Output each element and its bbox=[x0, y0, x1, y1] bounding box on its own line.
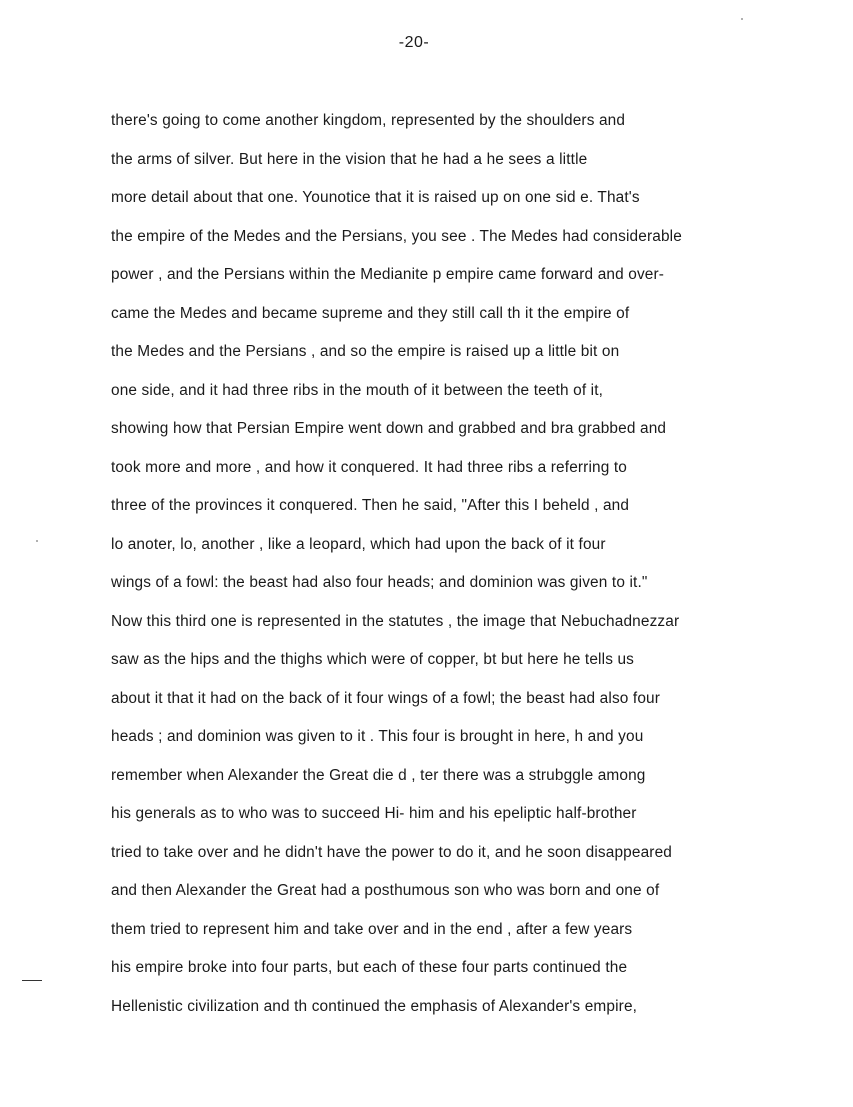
text-line: and then Alexander the Great had a posthumous son who was born and one of bbox=[111, 882, 660, 899]
text-line: came the Medes and became supreme and they still call th it the empire of bbox=[111, 304, 630, 322]
text-line: the arms of silver. But here in the vision that he had a he sees a little bbox=[111, 150, 588, 168]
body-text bbox=[111, 107, 811, 1031]
text-line: three of the provinces it conquered. Then he said, "After this I beheld , and bbox=[111, 497, 630, 514]
margin-mark bbox=[22, 980, 42, 981]
text-line: one side, and it had three ribs in the mouth of it between the teeth of it, bbox=[111, 381, 604, 399]
text-line: saw as the hips and the thighs which were of copper, bt but here he tells us bbox=[111, 651, 635, 668]
text-line: the empire of the Medes and the Persians, you see . The Medes had considerable bbox=[111, 227, 682, 245]
text-line: wings of a fowl: the beast had also four heads; and dominion was given to it." bbox=[111, 574, 648, 591]
scan-speck bbox=[36, 540, 38, 542]
text-line: his empire broke into four parts, but each of these four parts continued the bbox=[111, 959, 628, 976]
text-line: them tried to represent him and take over and in the end , after a few years bbox=[111, 920, 633, 938]
text-line: heads ; and dominion was given to it . This four is brought in here, h and you bbox=[111, 728, 644, 745]
text-line: there's going to come another kingdom, represented by the shoulders and bbox=[111, 112, 626, 129]
text-line: about it that it had on the back of it four wings of a fowl; the beast had also four bbox=[111, 689, 661, 707]
text-line: showing how that Persian Empire went down and grabbed and bra grabbed and bbox=[111, 420, 667, 437]
text-line: Now this third one is represented in the statutes , the image that Nebuchadnezzar bbox=[111, 612, 680, 630]
text-line: his generals as to who was to succeed Hi- him and his epeliptic half-brother bbox=[111, 805, 637, 822]
text-line: Hellenistic civilization and th continued the emphasis of Alexander's empire, bbox=[111, 997, 638, 1015]
text-line: the Medes and the Persians , and so the empire is raised up a little bit on bbox=[111, 343, 620, 360]
text-line: remember when Alexander the Great die d , ter there was a strubggle among bbox=[111, 766, 646, 784]
text-line: more detail about that one. Younotice that it is raised up on one sid e. That's bbox=[111, 189, 640, 206]
text-line: took more and more , and how it conquered. It had three ribs a referring to bbox=[111, 458, 627, 476]
page-number: -20- bbox=[398, 34, 430, 51]
text-line: lo anoter, lo, another , like a leopard, which had upon the back of it four bbox=[111, 535, 606, 553]
scan-speck bbox=[741, 18, 743, 20]
text-line: tried to take over and he didn't have the power to do it, and he soon disappeared bbox=[111, 843, 672, 861]
text-line: power , and the Persians within the Medianite p empire came forward and over- bbox=[111, 266, 665, 283]
